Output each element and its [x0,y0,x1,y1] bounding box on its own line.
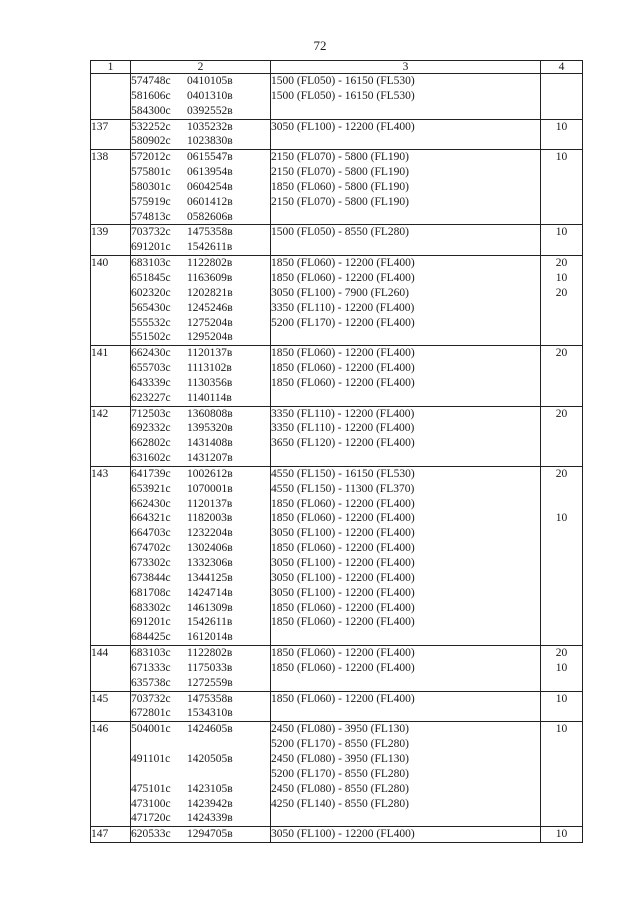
value-cell [541,691,583,722]
latitude-code: 692332с [131,422,171,435]
altitude-range: 1850 (FL060) - 12200 (FL400) [271,512,415,525]
longitude-code: 1113102в [187,362,232,375]
latitude-code: 662802с [131,437,171,450]
table-row [91,346,583,406]
latitude-code: 581606с [131,89,171,102]
altitude-range-cell [271,150,541,225]
coordinate-pair [131,676,270,691]
altitude-range-cell [271,346,541,406]
latitude-code: 471720с [131,812,171,825]
value: 10 [555,271,568,284]
coordinate-pair [131,797,270,812]
value-cell [541,722,583,827]
row-number: 143 [91,466,131,645]
latitude-code: 674702с [131,542,171,555]
longitude-code: 1122802в [187,647,233,660]
altitude-range-cell [271,256,541,346]
coordinate-pair [131,286,270,301]
latitude-code: 584300с [131,104,171,117]
longitude-code: 1120137в [187,497,233,510]
longitude-code: 1424714в [187,586,233,599]
latitude-code: 662430с [131,497,171,510]
altitude-range: 2450 (FL080) - 3950 (FL130) [271,723,409,736]
longitude-code: 1420505в [187,752,233,765]
coordinate-pair [131,346,270,361]
value-cell [541,466,583,645]
longitude-code: 1175033в [187,661,233,674]
value: 20 [555,257,568,270]
coordinate-pair [131,467,270,482]
altitude-range: 5200 (FL170) - 12200 (FL400) [271,316,415,329]
altitude-range-cell [271,74,541,120]
altitude-range: 1500 (FL050) - 16150 (FL530) [271,89,415,102]
latitude-code: 551502с [131,331,171,344]
value-cell [541,646,583,692]
coordinate-pair [131,436,270,451]
latitude-code: 662430с [131,347,171,360]
longitude-code: 1423105в [187,782,233,795]
value: 10 [555,226,568,239]
longitude-code: 1002612в [187,467,233,480]
longitude-code: 1461309в [187,601,233,614]
coordinate-pair [131,571,270,586]
latitude-code: 672801с [131,707,171,720]
table-row [91,466,583,645]
altitude-range: 3050 (FL100) - 12200 (FL400) [271,571,415,584]
longitude-code: 1140114в [187,391,232,404]
latitude-code: 631602с [131,452,171,465]
latitude-code: 574748с [131,75,171,87]
coordinate-pair [131,630,270,645]
coordinate-pair [131,737,270,752]
longitude-code: 1122802в [187,257,233,270]
value-cell [541,225,583,256]
table-row [91,691,583,722]
column-header-4: 4 [541,61,583,74]
altitude-range: 1850 (FL060) - 12200 (FL400) [271,347,415,360]
value-cell [541,406,583,466]
altitude-range: 1850 (FL060) - 12200 (FL400) [271,271,415,284]
latitude-code: 683103с [131,647,171,660]
latitude-code: 691201с [131,616,171,629]
coordinates-cell [131,119,271,150]
longitude-code: 1120137в [187,347,233,360]
latitude-code: 641739с [131,467,171,480]
longitude-code: 1294705в [187,828,233,841]
longitude-code: 1395320в [187,422,233,435]
coordinate-pair [131,225,270,240]
row-number: 138 [91,150,131,225]
latitude-code: 532252с [131,120,171,133]
latitude-code: 623227с [131,391,171,404]
altitude-range-cell [271,406,541,466]
coordinate-pair [131,104,270,119]
latitude-code: 620533с [131,828,171,841]
altitude-range-cell [271,466,541,645]
coordinate-pair [131,89,270,104]
coordinate-pair [131,240,270,255]
latitude-code: 684425с [131,631,171,644]
coordinate-pair [131,361,270,376]
coordinate-pair [131,180,270,195]
altitude-range: 2150 (FL070) - 5800 (FL190) [271,151,409,164]
value: 20 [555,347,568,360]
altitude-range: 1850 (FL060) - 12200 (FL400) [271,661,415,674]
latitude-code: 673302с [131,557,171,569]
longitude-code: 0410105в [187,75,233,87]
altitude-range: 1850 (FL060) - 12200 (FL400) [271,616,415,629]
coordinates-cell [131,256,271,346]
coordinates-cell [131,827,271,843]
longitude-code: 1423942в [187,797,233,810]
altitude-range: 1850 (FL060) - 12200 (FL400) [271,376,415,389]
altitude-range: 1850 (FL060) - 12200 (FL400) [271,542,415,555]
latitude-code: 664321с [131,512,171,525]
row-number: 147 [91,827,131,843]
latitude-code: 673844с [131,571,171,584]
latitude-code: 580902с [131,135,171,148]
row-number: 144 [91,646,131,692]
latitude-code: 473100с [131,797,171,810]
altitude-range-cell [271,225,541,256]
value [541,482,582,497]
value: 10 [555,723,568,736]
coordinate-pair [131,767,270,782]
altitude-range: 3050 (FL100) - 12200 (FL400) [271,586,415,599]
coordinate-pair [131,541,270,556]
altitude-range: 3050 (FL100) - 12200 (FL400) [271,828,415,841]
latitude-code: 655703с [131,362,171,375]
table-row [91,406,583,466]
coordinate-pair [131,556,270,571]
altitude-range: 3050 (FL100) - 12200 (FL400) [271,557,415,569]
column-header-2: 2 [131,61,271,74]
coordinate-pair [131,421,270,436]
longitude-code: 0615547в [187,151,233,164]
latitude-code: 664703с [131,527,171,540]
latitude-code: 635738с [131,676,171,689]
altitude-range-cell [271,827,541,843]
longitude-code: 1275204в [187,316,233,329]
coordinate-pair [131,601,270,616]
coordinate-pair [131,150,270,165]
altitude-range: 1850 (FL060) - 12200 (FL400) [271,362,415,375]
longitude-code: 0601412в [187,195,233,208]
longitude-code: 1424605в [187,723,233,736]
value-cell [541,74,583,120]
coordinate-pair [131,74,270,89]
altitude-range: 4550 (FL150) - 16150 (FL530) [271,467,415,480]
longitude-code: 0392552в [187,104,233,117]
row-number: 139 [91,225,131,256]
longitude-code: 1332306в [187,557,233,569]
coordinate-pair [131,586,270,601]
table-body [91,74,583,843]
value-cell [541,150,583,225]
value: 10 [555,512,568,525]
altitude-range: 1850 (FL060) - 12200 (FL400) [271,257,415,270]
coordinate-pair [131,407,270,422]
coordinate-pair [131,827,270,842]
altitude-range: 3350 (FL110) - 12200 (FL400) [271,422,415,435]
coordinates-cell [131,346,271,406]
longitude-code: 1475358в [187,692,233,705]
longitude-code: 1475358в [187,226,233,239]
table-row [91,119,583,150]
value-cell [541,346,583,406]
coordinate-pair [131,256,270,271]
table-row [91,256,583,346]
value: 20 [555,647,568,660]
altitude-range: 3050 (FL100) - 12200 (FL400) [271,120,415,133]
row-number: 141 [91,346,131,406]
table-row [91,150,583,225]
latitude-code: 475101с [131,782,171,795]
latitude-code: 580301с [131,180,171,193]
altitude-range: 1850 (FL060) - 12200 (FL400) [271,497,415,510]
altitude-range: 1500 (FL050) - 16150 (FL530) [271,75,415,87]
longitude-code: 1245246в [187,301,233,314]
coordinate-pair [131,646,270,661]
coordinate-pair [131,706,270,721]
page-number: 72 [313,38,327,53]
coordinates-cell [131,646,271,692]
longitude-code: 1295204в [187,331,233,344]
longitude-code: 1202821в [187,286,233,299]
altitude-range: 5200 (FL170) - 8550 (FL280) [271,738,409,751]
coordinate-pair [131,526,270,541]
altitude-range: 1850 (FL060) - 12200 (FL400) [271,601,415,614]
column-header-1: 1 [91,61,131,74]
row-number: 140 [91,256,131,346]
coordinate-pair [131,316,270,331]
longitude-code: 1023830в [187,135,233,148]
coordinates-cell [131,74,271,120]
value [541,497,582,512]
latitude-code: 671333с [131,661,171,674]
coordinate-pair [131,165,270,180]
table-row [91,827,583,843]
altitude-range-cell [271,691,541,722]
altitude-range: 3350 (FL110) - 12200 (FL400) [271,407,415,420]
altitude-range: 1850 (FL060) - 5800 (FL190) [271,180,409,193]
longitude-code: 1302406в [187,542,233,555]
coordinate-pair [131,811,270,826]
coordinate-pair [131,330,270,345]
latitude-code: 575801с [131,166,171,179]
latitude-code: 555532с [131,316,171,329]
altitude-range: 3650 (FL120) - 12200 (FL400) [271,437,415,450]
value: 10 [555,661,568,674]
coordinate-pair [131,615,270,630]
longitude-code: 1542611в [187,241,233,254]
latitude-code: 683302с [131,601,171,614]
longitude-code: 1272559в [187,676,233,689]
longitude-code: 1542611в [187,616,233,629]
coordinate-pair [131,482,270,497]
coordinate-pair [131,782,270,797]
coordinates-cell [131,225,271,256]
coordinate-pair [131,692,270,707]
value: 20 [555,286,568,299]
coordinate-pair [131,497,270,512]
latitude-code: 575919с [131,195,171,208]
value-cell [541,256,583,346]
altitude-range-cell [271,646,541,692]
latitude-code: 703732с [131,692,171,705]
coordinate-pair [131,661,270,676]
altitude-range: 2150 (FL070) - 5800 (FL190) [271,166,409,179]
latitude-code: 491101с [131,752,171,765]
longitude-code: 1612014в [187,631,233,644]
table-header-row [91,61,583,74]
altitude-range: 4550 (FL150) - 11300 (FL370) [271,482,415,495]
coordinate-pair [131,722,270,737]
coordinate-pair [131,376,270,391]
value: 20 [555,407,568,420]
altitude-range: 1850 (FL060) - 12200 (FL400) [271,692,415,705]
coordinate-pair [131,391,270,406]
value: 20 [555,467,568,480]
coordinate-pair [131,511,270,526]
row-number: 142 [91,406,131,466]
column-header-3: 3 [271,61,541,74]
coordinate-pair [131,134,270,149]
altitude-range: 2450 (FL080) - 3950 (FL130) [271,752,409,765]
latitude-code: 565430с [131,301,171,314]
latitude-code: 653921с [131,482,171,495]
longitude-code: 1431408в [187,437,233,450]
value: 10 [555,120,568,133]
coordinates-cell [131,150,271,225]
coordinates-cell [131,691,271,722]
table-row [91,722,583,827]
value: 10 [555,828,568,841]
coordinate-pair [131,752,270,767]
latitude-code: 602320с [131,286,171,299]
coordinates-cell [131,722,271,827]
altitude-range-cell [271,722,541,827]
longitude-code: 1424339в [187,812,233,825]
value: 10 [555,692,568,705]
longitude-code: 1070001в [187,482,233,495]
latitude-code: 574813с [131,210,171,223]
coordinate-pair [131,120,270,135]
altitude-range: 2150 (FL070) - 5800 (FL190) [271,195,409,208]
row-number: 146 [91,722,131,827]
coordinate-pair [131,301,270,316]
table-row [91,225,583,256]
latitude-code: 572012с [131,151,171,164]
longitude-code: 0604254в [187,180,233,193]
coordinate-pair [131,271,270,286]
longitude-code: 1431207в [187,452,233,465]
altitude-range: 5200 (FL170) - 8550 (FL280) [271,767,409,780]
row-number: 137 [91,119,131,150]
longitude-code: 1182003в [187,512,233,525]
latitude-code: 703732с [131,226,171,239]
altitude-range: 3350 (FL110) - 12200 (FL400) [271,301,415,314]
latitude-code: 651845с [131,271,171,284]
longitude-code: 0613954в [187,166,233,179]
value-cell [541,119,583,150]
airspace-table [90,60,583,843]
longitude-code: 0582606в [187,210,233,223]
altitude-range: 4250 (FL140) - 8550 (FL280) [271,797,409,810]
coordinate-pair [131,451,270,466]
altitude-range: 3050 (FL100) - 7900 (FL260) [271,286,409,299]
row-number [91,74,131,120]
altitude-range: 3050 (FL100) - 12200 (FL400) [271,527,415,540]
value-cell [541,827,583,843]
table-row [91,74,583,120]
latitude-code: 712503с [131,407,171,420]
longitude-code: 1534310в [187,707,233,720]
altitude-range-cell [271,119,541,150]
table-row [91,646,583,692]
latitude-code: 504001с [131,723,171,736]
coordinate-pair [131,210,270,225]
altitude-range: 1500 (FL050) - 8550 (FL280) [271,226,409,239]
longitude-code: 1360808в [187,407,233,420]
latitude-code: 691201с [131,241,171,254]
longitude-code: 1344125в [187,571,233,584]
longitude-code: 0401310в [187,89,233,102]
coordinates-cell [131,466,271,645]
altitude-range: 2450 (FL080) - 8550 (FL280) [271,782,409,795]
latitude-code: 643339с [131,376,171,389]
altitude-range: 1850 (FL060) - 12200 (FL400) [271,647,415,660]
longitude-code: 1163609в [187,271,233,284]
latitude-code: 683103с [131,257,171,270]
longitude-code: 1130356в [187,376,233,389]
latitude-code: 681708с [131,586,171,599]
coordinate-pair [131,195,270,210]
value: 10 [555,151,568,164]
coordinates-cell [131,406,271,466]
longitude-code: 1035232в [187,120,233,133]
longitude-code: 1232204в [187,527,233,540]
row-number: 145 [91,691,131,722]
